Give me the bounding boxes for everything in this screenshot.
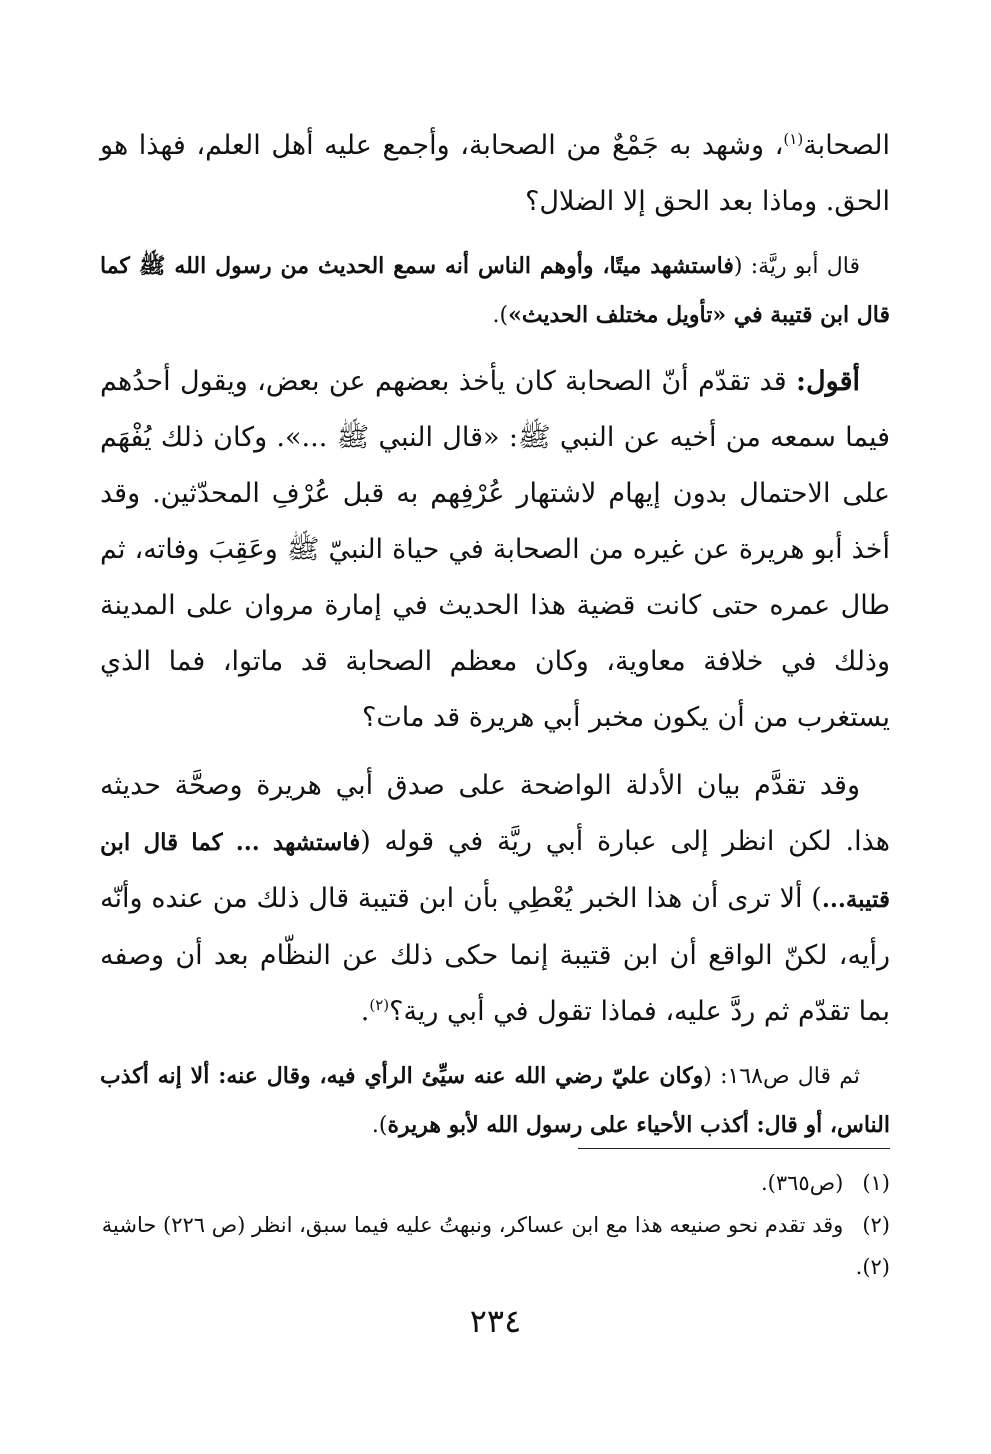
footnote-2 — [100, 1204, 890, 1288]
footnote-ref-1[interactable]: (١) — [783, 130, 804, 148]
paragraph-2-lead: أقول: — [796, 366, 860, 397]
footnote-1-number: (١) — [862, 1171, 890, 1195]
paragraph-2-text: قد تقدّم أنّ الصحابة كان يأخذ بعضهم عن بعض، ويقول أحدُهم فيما سمعه من أخيه عن النبي ﷺ: «قال النبي ﷺ ...». وكان ذلك يُفْهَم على الاحتمال بدون إيهام لاشتهار عُرْفِهم به قبل عُرْفِ المحدّثين. وقد أخذ أبو هريرة عن غيره من الصحابة في حياة النبيّ ﷺ وعَقِبَ وفاته، ثم طال عمره حتى كانت قضية هذا الحديث في إمارة مروان على المدينة وذلك في خلافة معاوية، وكان معظم الصحابة قد ماتوا، فما الذي يستغرب من أن يكون مخبر أبي هريرة قد مات؟ — [100, 366, 890, 733]
page-number: ٢٣٤ — [469, 1302, 522, 1340]
quote-abu-rayya-2 — [100, 1052, 890, 1150]
quote-1-intro: قال أبو ريَّة: ( — [733, 254, 861, 279]
footnote-1-text: (ص٣٦٥). — [761, 1171, 844, 1195]
paragraph-3 — [100, 758, 890, 1040]
footnote-1 — [100, 1162, 890, 1204]
paragraph-2 — [100, 354, 890, 746]
footnotes — [100, 1162, 890, 1288]
quote-2-text: وكان عليّ رضي الله عنه سيِّئ الرأي فيه، وقال عنه: ألا إنه أكذب الناس، أو قال: أكذب الأحياء على رسول الله لأبو هريرة — [100, 1063, 890, 1138]
footnote-separator — [578, 1148, 890, 1149]
quote-1-close: ). — [492, 303, 509, 328]
page-body — [100, 118, 890, 1164]
quote-abu-rayya-1 — [100, 242, 890, 340]
paragraph-3-text-a: وقد تقدَّم بيان الأدلة الواضحة على صدق أبي هريرة وصحَّة حديثه هذا. لكن انظر إلى عبارة أبي ريَّة في قوله ( — [100, 770, 890, 857]
footnote-2-text: وقد تقدم نحو صنيعه هذا مع ابن عساكر، ونبهتُ عليه فيما سبق، انظر (ص ٢٢٦) حاشية (٢). — [101, 1213, 890, 1279]
quote-1-text: فاستشهد ميتًا، وأوهم الناس أنه سمع الحديث من رسول الله ﷺ كما قال ابن قتيبة في «تأويل مختلف الحديث» — [100, 253, 890, 328]
paragraph-3-text-b: ) ألا ترى أن هذا الخبر يُعْطِي بأن ابن قتيبة قال ذلك من عنده وأنّه رأيه، لكنّ الواقع أن ابن قتيبة إنما حكى ذلك عن النظّام بعد أن وصفه بما تقدّم ثم ردَّ عليه، فماذا تقول في أبي رية؟ — [100, 883, 890, 1027]
quote-2-intro: ثم قال ص١٦٨: ( — [703, 1064, 861, 1089]
footnote-ref-2[interactable]: (٢) — [369, 996, 390, 1014]
footnote-2-number: (٢) — [862, 1213, 890, 1237]
paragraph-1-rest: ، وشهد به جَمْعٌ من الصحابة، وأجمع عليه أهل العلم، فهذا هو الحق. وماذا بعد الحق إلا الضلال؟ — [100, 130, 890, 217]
paragraph-3-bold-quote: فاستشهد ... كما قال ابن قتيبة... — [100, 829, 890, 913]
paragraph-1 — [100, 118, 890, 230]
paragraph-1-start: الصحابة — [803, 130, 890, 161]
paragraph-3-end: . — [360, 996, 370, 1027]
quote-2-close: ). — [371, 1113, 388, 1138]
